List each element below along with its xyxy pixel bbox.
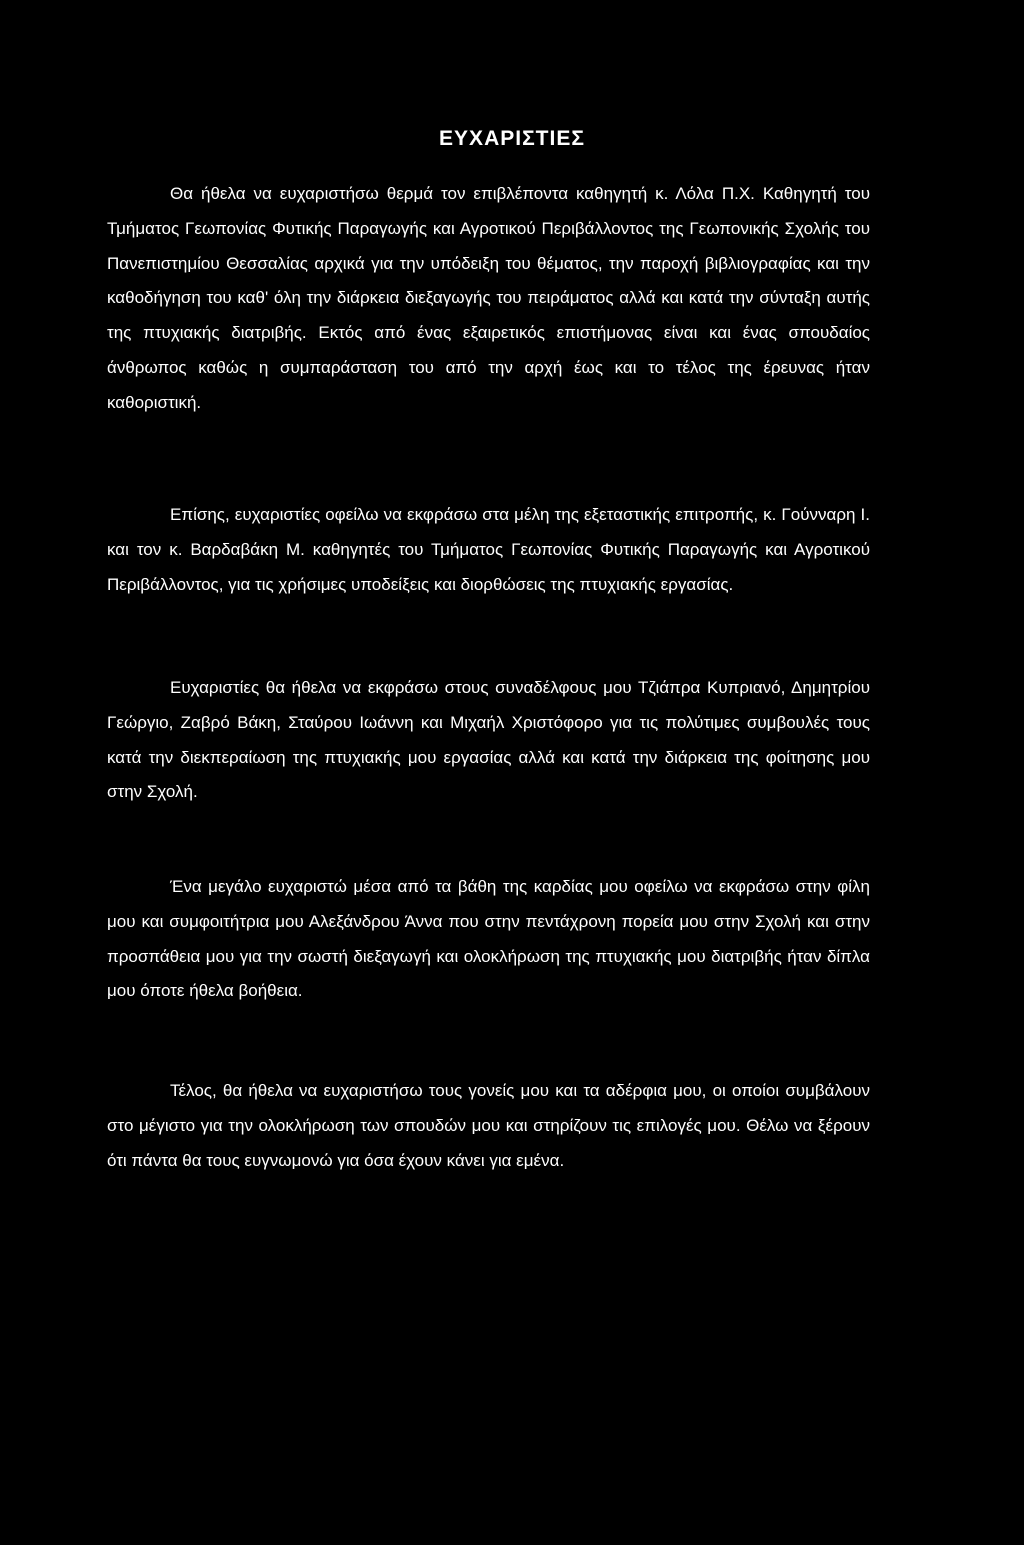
paragraph-committee: Επίσης, ευχαριστίες οφείλω να εκφράσω στα μέλη της εξεταστικής επιτροπής, κ. Γούνναρη Ι. και τον κ. Βαρδαβάκη Μ. καθηγητές του Τμήματος Γεωπονίας Φυτικής Παραγωγής και Αγροτικού Περιβάλλοντος, για τις χρήσιμες υποδείξεις και διορθώσεις της πτυχιακής εργασίας. <box>107 505 870 594</box>
paragraph-family: Τέλος, θα ήθελα να ευχαριστήσω τους γονείς μου και τα αδέρφια μου, οι οποίοι συμβάλουν στο μέγιστο για την ολοκλήρωση των σπουδών μου και στηρίζουν τις επιλογές μου. Θέλω να ξέρουν ότι πάντα θα τους ευγνωμονώ για όσα έχουν κάνει για εμένα. <box>107 1081 870 1170</box>
page-title: ΕΥΧΑΡΙΣΤΙΕΣ <box>439 127 585 150</box>
paragraph-colleagues: Ευχαριστίες θα ήθελα να εκφράσω στους συναδέλφους μου Τζιάπρα Κυπριανό, Δημητρίου Γεώργιο, Ζαβρό Βάκη, Σταύρου Ιωάννη και Μιχαήλ Χριστόφορο για τις πολύτιμες συμβουλές τους κατά την διεκπεραίωση της πτυχιακής μου εργασίας αλλά και κατά την διάρκεια της φοίτησης μου στην Σχολή. <box>107 678 870 802</box>
paragraph-friend: Ένα μεγάλο ευχαριστώ μέσα από τα βάθη της καρδίας μου οφείλω να εκφράσω στην φίλη μου και συμφοιτήτρια μου Αλεξάνδρου Άννα που στην πεντάχρονη πορεία μου στην Σχολή και στην προσπάθεια μου για την σωστή διεξαγωγή και ολοκλήρωση της πτυχιακής μου διατριβής ήταν δίπλα μου όποτε ήθελα βοήθεια. <box>107 877 870 1001</box>
paragraph-supervisor: Θα ήθελα να ευχαριστήσω θερμά τον επιβλέποντα καθηγητή κ. Λόλα Π.Χ. Καθηγητή του Τμήματος Γεωπονίας Φυτικής Παραγωγής και Αγροτικού Περιβάλλοντος της Γεωπονικής Σχολής του Πανεπιστημίου Θεσσαλίας αρχικά για την υπόδειξη του θέματος, την παροχή βιβλιογραφίας και την καθοδήγηση του καθ' όλη την διάρκεια διεξαγωγής του πειράματος αλλά και κατά την σύνταξη αυτής της πτυχιακής διατριβής. Εκτός από ένας εξαιρετικός επιστήμονας είναι και ένας σπουδαίος άνθρωπος καθώς η συμπαράσταση του από την αρχή έως και το τέλος της έρευνας ήταν καθοριστική. <box>107 184 870 412</box>
